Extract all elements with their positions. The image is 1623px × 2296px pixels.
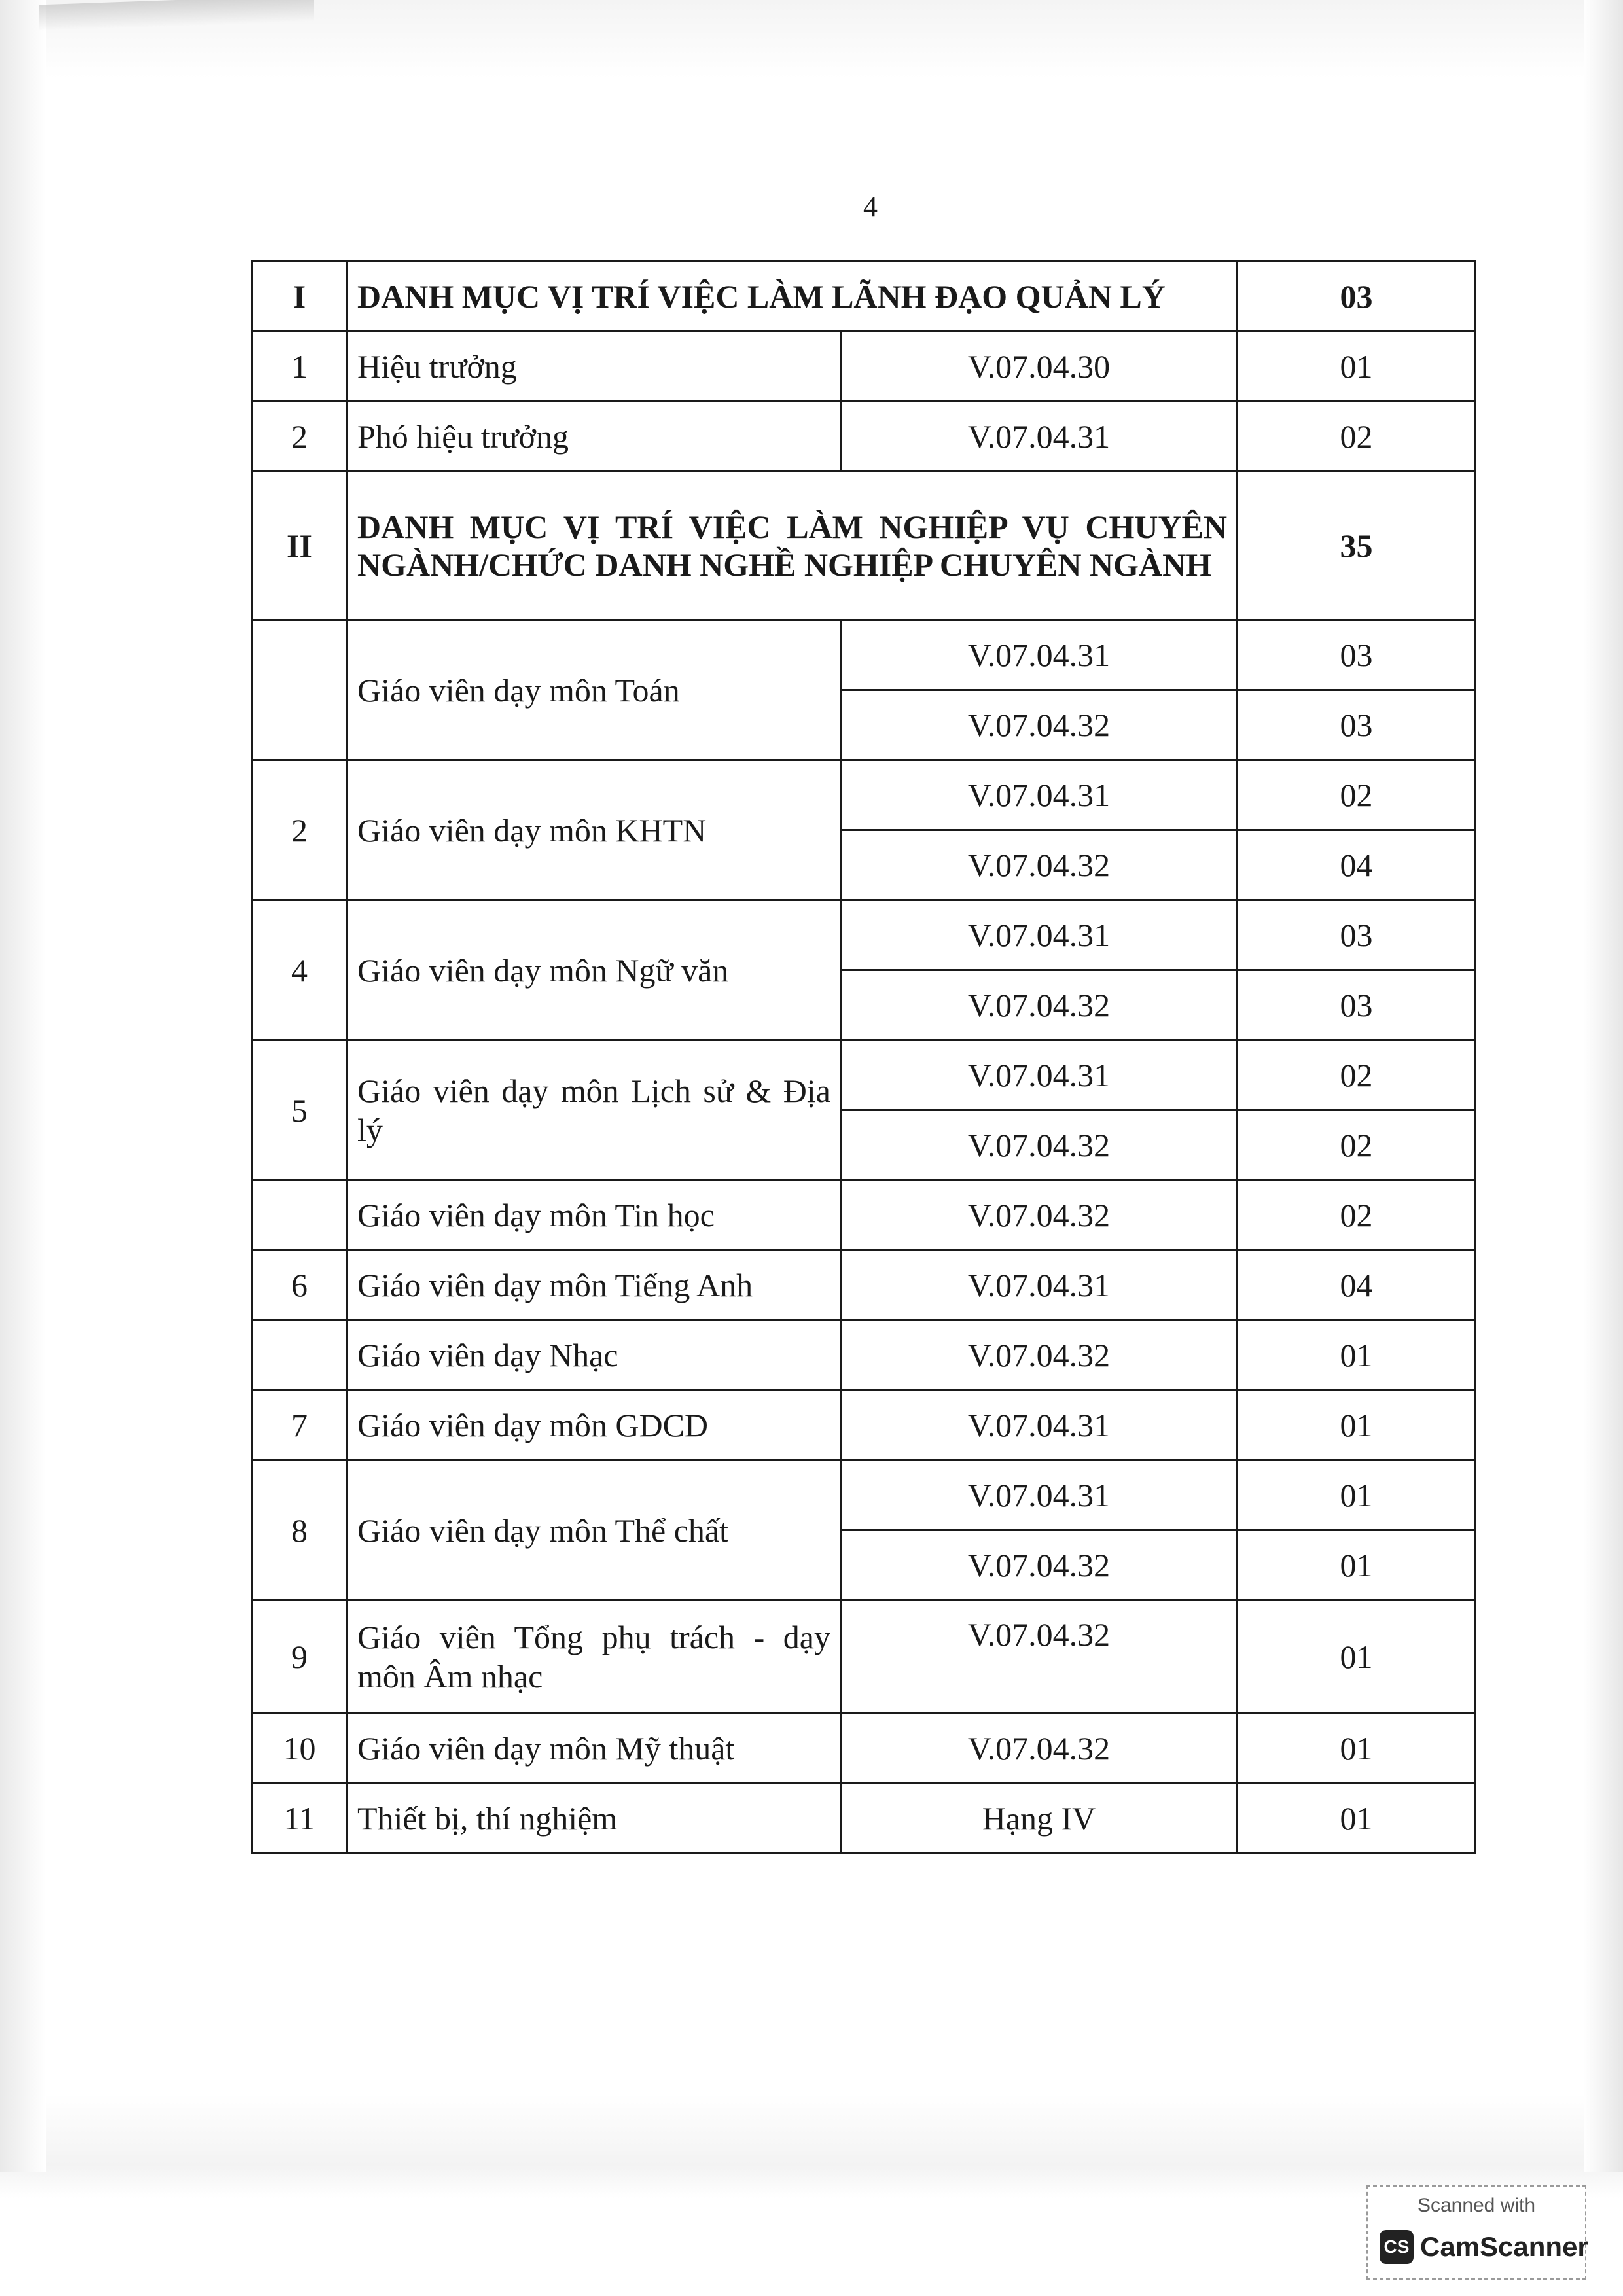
job-position-table bbox=[251, 260, 1476, 1854]
position-quantity: 01 bbox=[1238, 1460, 1476, 1530]
table-row bbox=[252, 332, 1476, 402]
position-quantity: 02 bbox=[1238, 1180, 1476, 1250]
position-name: Giáo viên Tổng phụ trách - dạy môn Âm nhạc bbox=[348, 1600, 841, 1714]
table-row bbox=[252, 760, 1476, 830]
watermark-caption: Scanned with bbox=[1417, 2195, 1536, 2216]
section-row bbox=[252, 262, 1476, 332]
section-row bbox=[252, 472, 1476, 620]
position-quantity: 03 bbox=[1238, 970, 1476, 1040]
position-code: V.07.04.32 bbox=[841, 1110, 1238, 1180]
position-code: Hạng IV bbox=[841, 1784, 1238, 1854]
position-code: V.07.04.31 bbox=[841, 402, 1238, 472]
table-row bbox=[252, 1180, 1476, 1250]
position-code: V.07.04.32 bbox=[841, 1530, 1238, 1600]
section-title: DANH MỤC VỊ TRÍ VIỆC LÀM NGHIỆP VỤ CHUYÊN NGÀNH/CHỨC DANH NGHỀ NGHIỆP CHUYÊN NGÀNH bbox=[348, 472, 1238, 620]
table-row bbox=[252, 1320, 1476, 1390]
position-code: V.07.04.31 bbox=[841, 1460, 1238, 1530]
camscanner-watermark bbox=[1366, 2185, 1586, 2280]
position-name: Giáo viên dạy môn Tin học bbox=[348, 1180, 841, 1250]
row-number: 11 bbox=[252, 1784, 348, 1854]
position-quantity: 02 bbox=[1238, 1110, 1476, 1180]
position-quantity: 04 bbox=[1238, 1250, 1476, 1320]
position-name: Giáo viên dạy Nhạc bbox=[348, 1320, 841, 1390]
table-row bbox=[252, 1390, 1476, 1460]
position-name: Giáo viên dạy môn Tiếng Anh bbox=[348, 1250, 841, 1320]
row-number: 5 bbox=[252, 1040, 348, 1180]
row-number: 7 bbox=[252, 1390, 348, 1460]
position-name: Phó hiệu trưởng bbox=[348, 402, 841, 472]
position-quantity: 02 bbox=[1238, 402, 1476, 472]
position-code: V.07.04.31 bbox=[841, 760, 1238, 830]
position-quantity: 01 bbox=[1238, 1600, 1476, 1714]
scan-shadow-left bbox=[0, 0, 46, 2172]
position-code: V.07.04.31 bbox=[841, 1250, 1238, 1320]
position-quantity: 01 bbox=[1238, 332, 1476, 402]
position-quantity: 01 bbox=[1238, 1390, 1476, 1460]
scan-shadow-right bbox=[1584, 0, 1623, 2172]
table-row bbox=[252, 900, 1476, 970]
row-number: 2 bbox=[252, 402, 348, 472]
position-code: V.07.04.32 bbox=[841, 1714, 1238, 1784]
row-number: 1 bbox=[252, 332, 348, 402]
position-code: V.07.04.30 bbox=[841, 332, 1238, 402]
position-quantity: 03 bbox=[1238, 690, 1476, 760]
watermark-brand: CamScanner bbox=[1420, 2231, 1588, 2262]
position-quantity: 01 bbox=[1238, 1320, 1476, 1390]
table-row bbox=[252, 1714, 1476, 1784]
row-number: 9 bbox=[252, 1600, 348, 1714]
position-quantity: 03 bbox=[1238, 900, 1476, 970]
position-quantity: 04 bbox=[1238, 830, 1476, 900]
table-row bbox=[252, 402, 1476, 472]
position-quantity: 03 bbox=[1238, 620, 1476, 690]
position-name: Giáo viên dạy môn Ngữ văn bbox=[348, 900, 841, 1040]
position-name: Hiệu trưởng bbox=[348, 332, 841, 402]
position-quantity: 02 bbox=[1238, 760, 1476, 830]
page-number: 4 bbox=[863, 190, 878, 222]
position-code: V.07.04.32 bbox=[841, 970, 1238, 1040]
position-code: V.07.04.31 bbox=[841, 1040, 1238, 1110]
section-total: 03 bbox=[1238, 262, 1476, 332]
row-number: 2 bbox=[252, 760, 348, 900]
table-row bbox=[252, 1250, 1476, 1320]
position-name: Giáo viên dạy môn Lịch sử & Địa lý bbox=[348, 1040, 841, 1180]
table-row bbox=[252, 620, 1476, 690]
row-number: 6 bbox=[252, 1250, 348, 1320]
position-code: V.07.04.32 bbox=[841, 830, 1238, 900]
row-number bbox=[252, 1320, 348, 1390]
table-row bbox=[252, 1600, 1476, 1714]
row-number: 4 bbox=[252, 900, 348, 1040]
position-code: V.07.04.31 bbox=[841, 1390, 1238, 1460]
position-name: Giáo viên dạy môn Mỹ thuật bbox=[348, 1714, 841, 1784]
row-number: 10 bbox=[252, 1714, 348, 1784]
position-name: Giáo viên dạy môn Toán bbox=[348, 620, 841, 760]
position-code: V.07.04.32 bbox=[841, 690, 1238, 760]
position-name: Giáo viên dạy môn Thể chất bbox=[348, 1460, 841, 1600]
table-row bbox=[252, 1460, 1476, 1530]
section-title: DANH MỤC VỊ TRÍ VIỆC LÀM LÃNH ĐẠO QUẢN LÝ bbox=[348, 262, 1238, 332]
position-name: Giáo viên dạy môn KHTN bbox=[348, 760, 841, 900]
camscanner-logo-icon: CS bbox=[1380, 2230, 1414, 2264]
section-numeral: II bbox=[252, 472, 348, 620]
position-quantity: 01 bbox=[1238, 1530, 1476, 1600]
table-row bbox=[252, 1784, 1476, 1854]
position-name: Thiết bị, thí nghiệm bbox=[348, 1784, 841, 1854]
row-number bbox=[252, 620, 348, 760]
position-quantity: 01 bbox=[1238, 1714, 1476, 1784]
row-number bbox=[252, 1180, 348, 1250]
position-quantity: 01 bbox=[1238, 1784, 1476, 1854]
table-row bbox=[252, 1040, 1476, 1110]
position-quantity: 02 bbox=[1238, 1040, 1476, 1110]
section-total: 35 bbox=[1238, 472, 1476, 620]
position-code: V.07.04.32 bbox=[841, 1180, 1238, 1250]
position-code: V.07.04.32 bbox=[841, 1600, 1238, 1714]
position-name: Giáo viên dạy môn GDCD bbox=[348, 1390, 841, 1460]
section-numeral: I bbox=[252, 262, 348, 332]
position-code: V.07.04.31 bbox=[841, 900, 1238, 970]
position-code: V.07.04.31 bbox=[841, 620, 1238, 690]
row-number: 8 bbox=[252, 1460, 348, 1600]
position-code: V.07.04.32 bbox=[841, 1320, 1238, 1390]
